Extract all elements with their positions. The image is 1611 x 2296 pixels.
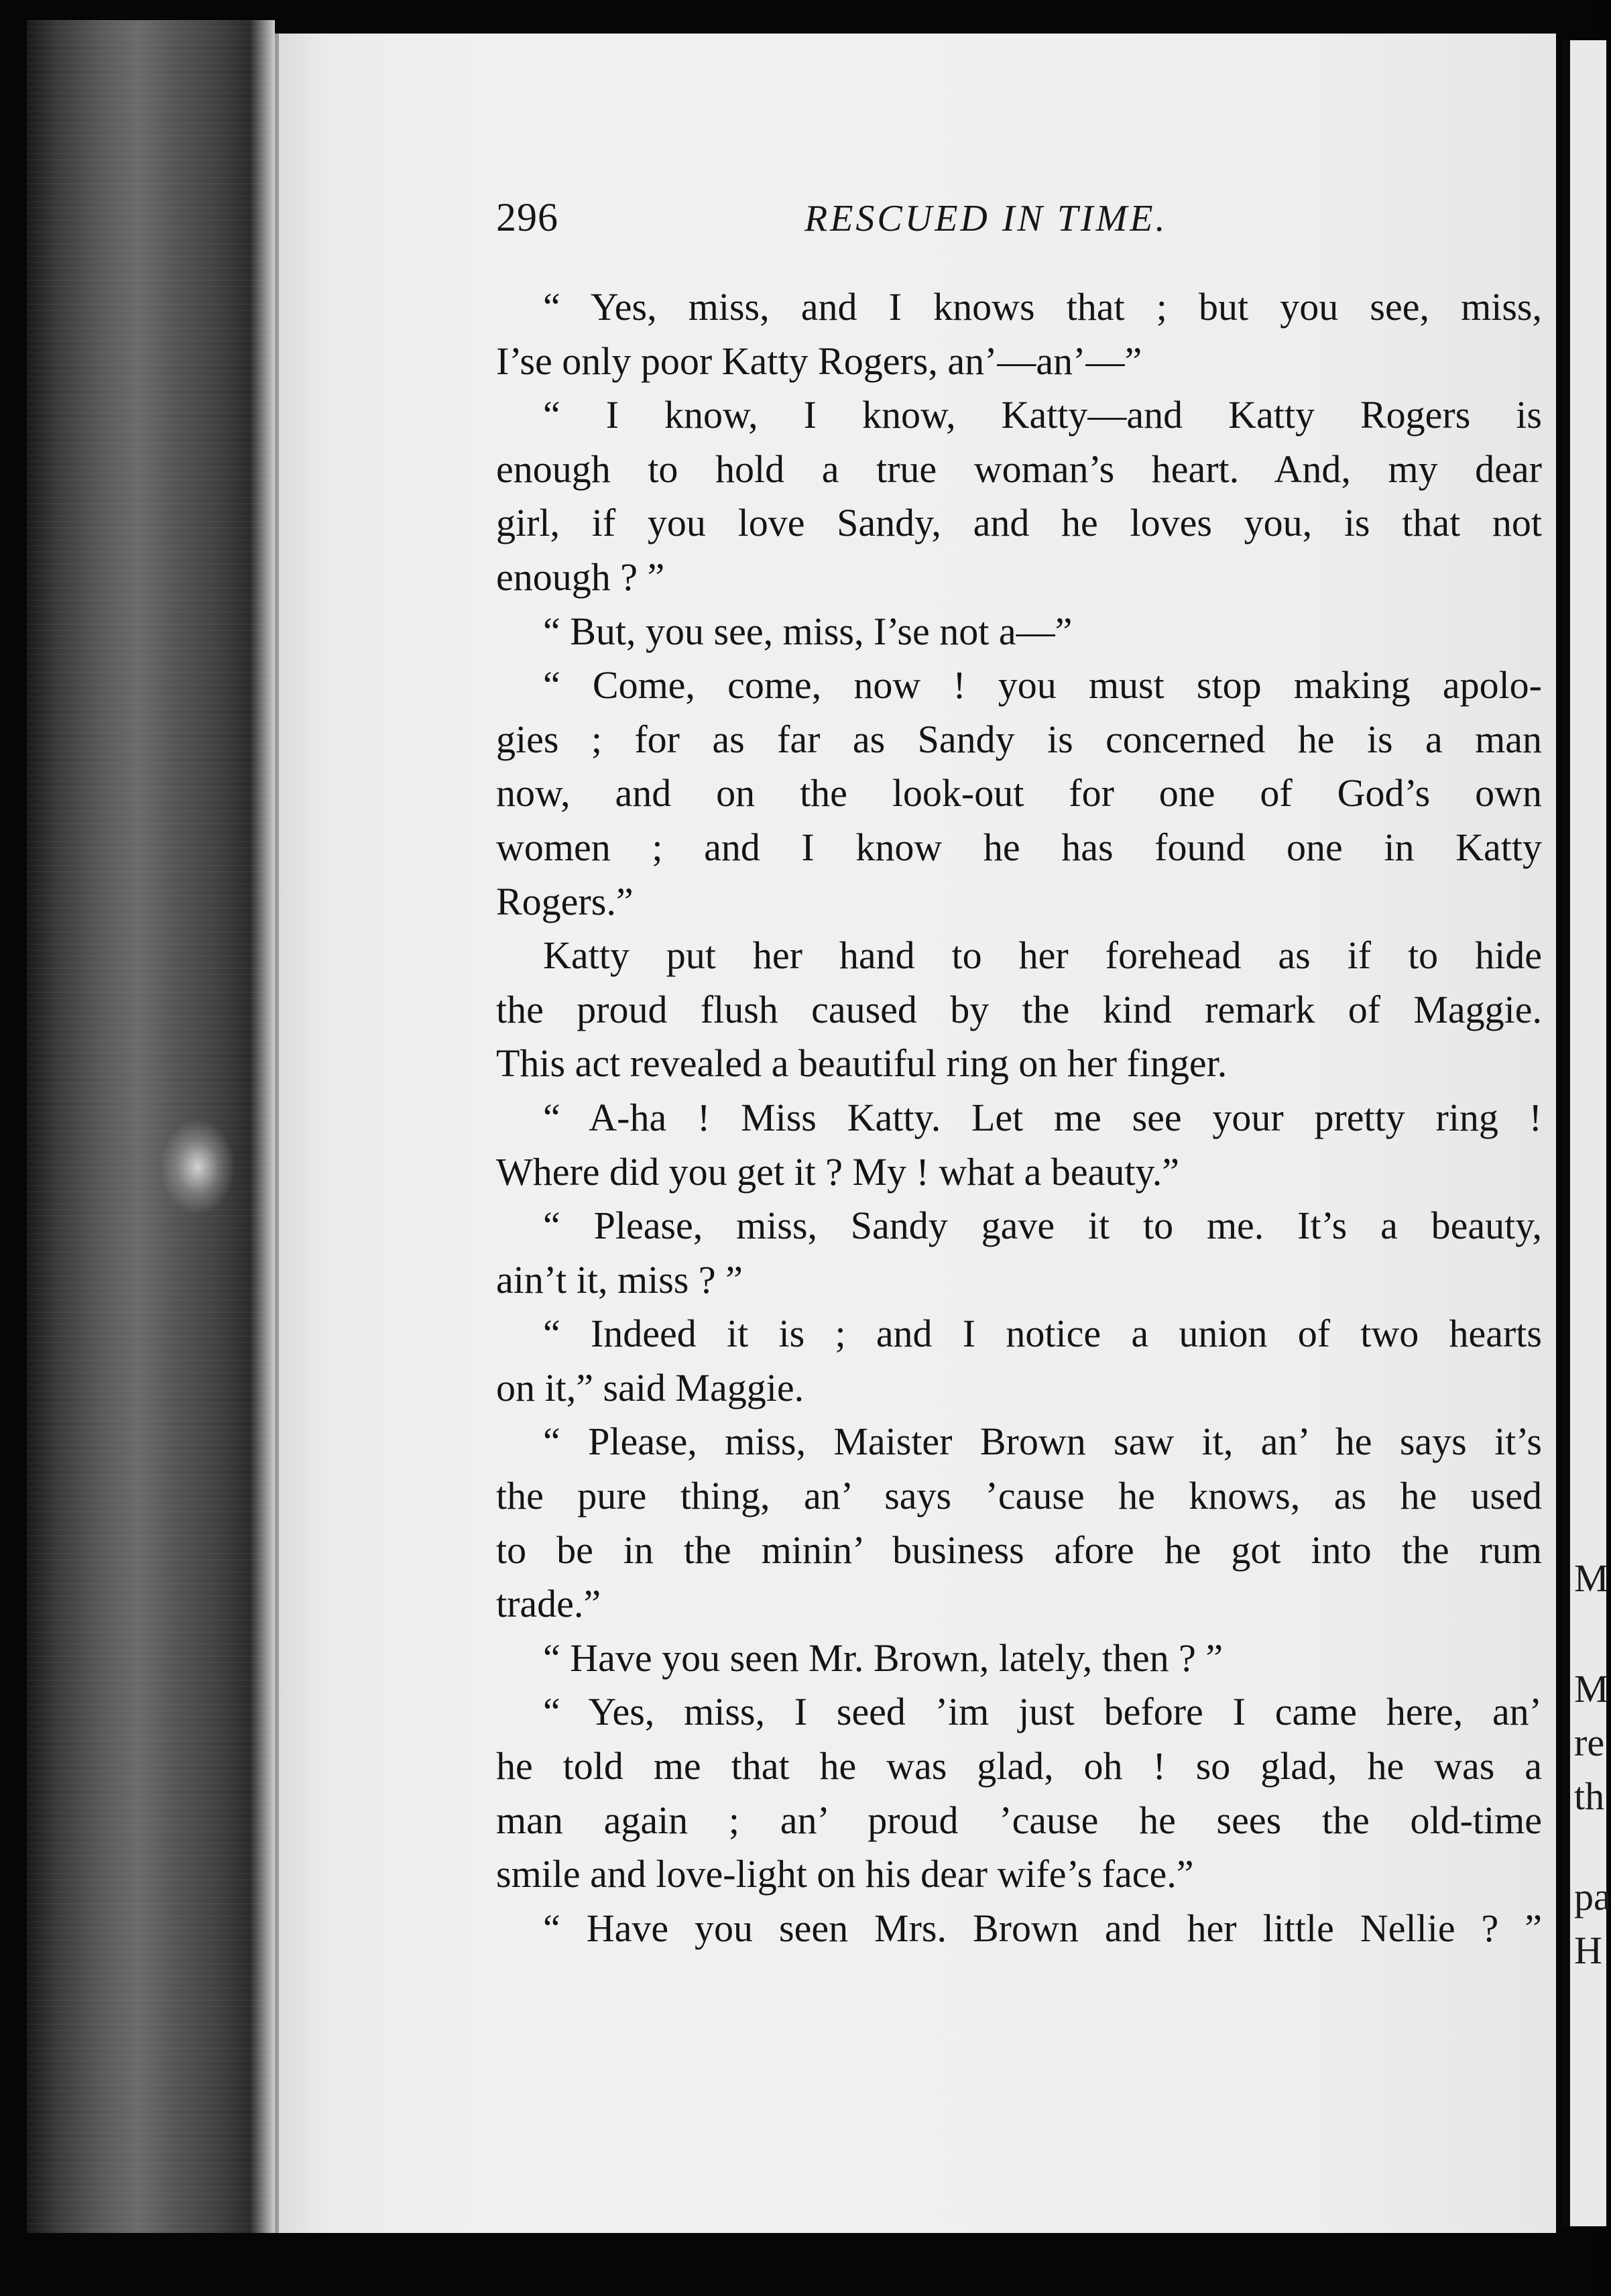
text-line: girl, if you love Sandy, and he loves you, is that not	[496, 501, 1542, 545]
text-line: to be in the minin’ business afore he got into the rum	[496, 1528, 1542, 1572]
text-line: enough to hold a true woman’s heart. And, my dear	[496, 447, 1542, 491]
text-line: This act revealed a beautiful ring on her finger.	[496, 1041, 1228, 1086]
text-line: “ Come, come, now ! you must stop making apolo-	[543, 663, 1542, 707]
adjacent-page-fragment: re	[1574, 1721, 1605, 1764]
text-line: Katty put her hand to her forehead as if to hide	[543, 933, 1542, 978]
body-text	[496, 280, 1542, 1955]
text-line: gies ; for as far as Sandy is concerned he is a man	[496, 717, 1542, 761]
text-line: women ; and I know he has found one in Katty	[496, 825, 1542, 869]
text-line: the pure thing, an’ says ’cause he knows, as he used	[496, 1474, 1542, 1518]
text-line: enough ? ”	[496, 555, 665, 599]
text-line: “ Yes, miss, I seed ’im just before I came here, an’	[543, 1690, 1542, 1734]
text-line: ain’t it, miss ? ”	[496, 1257, 743, 1302]
running-title: RESCUED IN TIME.	[804, 198, 1168, 239]
text-line: “ Yes, miss, and I knows that ; but you see, miss,	[543, 285, 1542, 329]
page-number: 296	[496, 195, 558, 239]
running-head	[496, 194, 1542, 248]
text-line: “ Please, miss, Maister Brown saw it, an’ he says it’s	[543, 1420, 1542, 1464]
text-line: Rogers.”	[496, 879, 634, 923]
adjacent-page-fragment: th	[1574, 1774, 1605, 1818]
text-line: “ I know, I know, Katty—and Katty Rogers is	[543, 393, 1542, 437]
adjacent-page-fragment: M	[1574, 1556, 1609, 1600]
text-line: now, and on the look-out for one of God’s own	[496, 771, 1542, 815]
text-line: “ But, you see, miss, I’se not a—”	[543, 609, 1073, 653]
text-line: man again ; an’ proud ’cause he sees the old-time	[496, 1798, 1542, 1842]
adjacent-page-fragment: M	[1574, 1667, 1609, 1711]
text-line: smile and love-light on his dear wife’s face.”	[496, 1852, 1194, 1896]
text-line: Where did you get it ? My ! what a beauty.”	[496, 1149, 1179, 1194]
text-line: he told me that he was glad, oh ! so glad, he was a	[496, 1744, 1542, 1788]
text-line: I’se only poor Katty Rogers, an’—an’—”	[496, 339, 1142, 383]
text-line: trade.”	[496, 1582, 601, 1626]
text-line: on it,” said Maggie.	[496, 1365, 804, 1410]
light-glare	[161, 1120, 235, 1214]
text-line: “ Please, miss, Sandy gave it to me. It’s a beauty,	[543, 1204, 1542, 1248]
adjacent-page-fragment: pa	[1574, 1875, 1611, 1918]
text-line: the proud flush caused by the kind remark of Maggie.	[496, 987, 1542, 1031]
text-line: “ Indeed it is ; and I notice a union of two hearts	[543, 1312, 1542, 1356]
text-line: “ A-ha ! Miss Katty. Let me see your pretty ring !	[543, 1095, 1542, 1139]
adjacent-page-fragment: H	[1574, 1929, 1602, 1972]
text-line: “ Have you seen Mr. Brown, lately, then ? ”	[543, 1635, 1224, 1680]
text-line: “ Have you seen Mrs. Brown and her little Nellie ? ”	[543, 1906, 1542, 1950]
adjacent-page-edge	[1562, 40, 1611, 2226]
book-page-edges	[27, 20, 275, 2233]
